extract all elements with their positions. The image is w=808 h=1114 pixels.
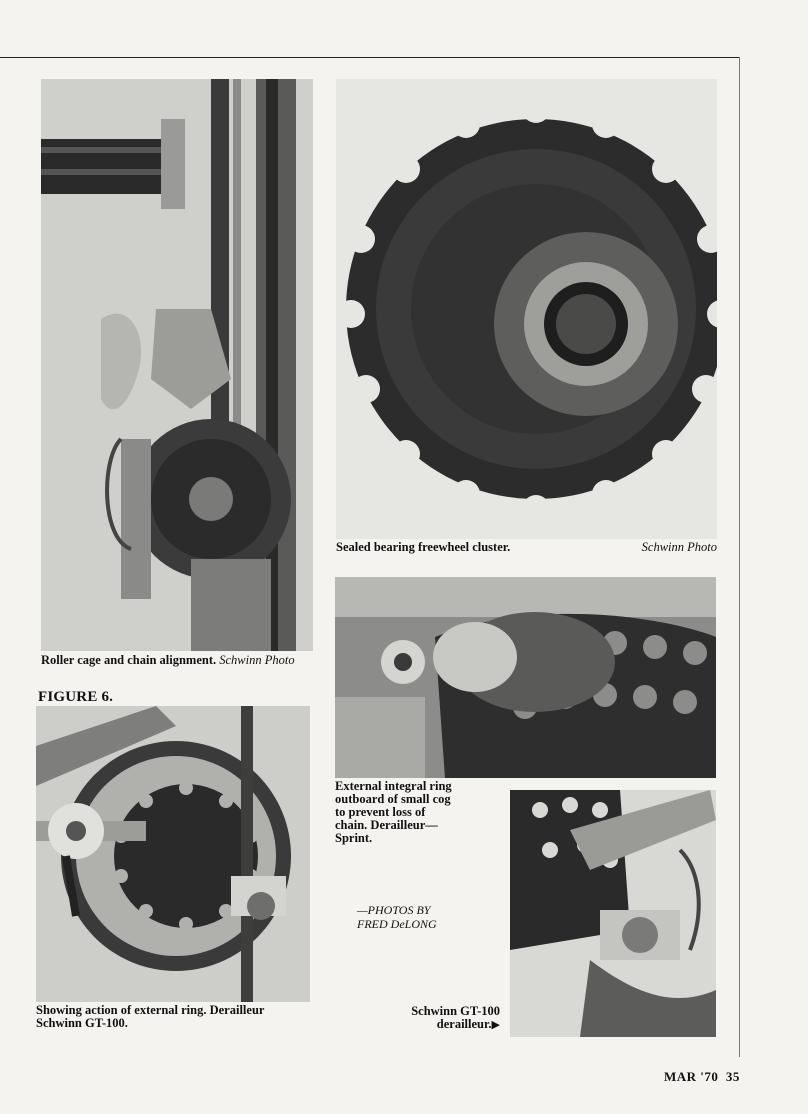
caption-external-ring-action	[36, 1004, 326, 1030]
credit-roller-cage: Schwinn Photo	[219, 653, 295, 667]
caption-integral-ring-line-4: chain. Derailleur—	[335, 818, 438, 832]
caption-roller-cage	[41, 654, 321, 667]
pointer-arrow-icon: ▶	[491, 1019, 500, 1031]
caption-external-ring-line-1: Showing action of external ring. Derailleur	[36, 1003, 265, 1017]
page-folio: MAR '70 35	[664, 1069, 740, 1084]
top-rule	[0, 57, 740, 58]
photo-integral-ring	[335, 577, 716, 778]
caption-gt100-line-1: Schwinn GT-100	[411, 1004, 500, 1018]
photo-credit	[357, 903, 467, 931]
photo-credit-line-1: —PHOTOS BY	[357, 903, 431, 917]
caption-freewheel-text: Sealed bearing freewheel cluster.	[336, 540, 511, 554]
photo-gt100	[510, 790, 716, 1037]
caption-gt100-line-2-wrap	[380, 1018, 500, 1032]
caption-gt100	[380, 1005, 500, 1032]
caption-roller-cage-text: Roller cage and chain alignment.	[41, 653, 217, 667]
caption-integral-ring-line-1: External integral ring	[335, 779, 452, 793]
photo-external-ring-action	[36, 706, 310, 1002]
caption-gt100-line-2: derailleur.	[436, 1017, 492, 1031]
photo-roller-cage	[41, 79, 313, 651]
right-rule	[739, 57, 740, 1057]
credit-freewheel: Schwinn Photo	[641, 540, 717, 554]
caption-external-ring-line-2: Schwinn GT-100.	[36, 1016, 128, 1030]
figure-label: FIGURE 6.	[38, 689, 114, 705]
caption-integral-ring-line-3: to prevent loss of	[335, 805, 426, 819]
photo-credit-line-2: FRED DeLONG	[357, 917, 437, 931]
photo-freewheel	[336, 79, 717, 539]
caption-integral-ring-line-2: outboard of small cog	[335, 792, 451, 806]
caption-integral-ring	[335, 780, 495, 845]
caption-integral-ring-line-5: Sprint.	[335, 831, 373, 845]
caption-freewheel	[336, 541, 717, 554]
